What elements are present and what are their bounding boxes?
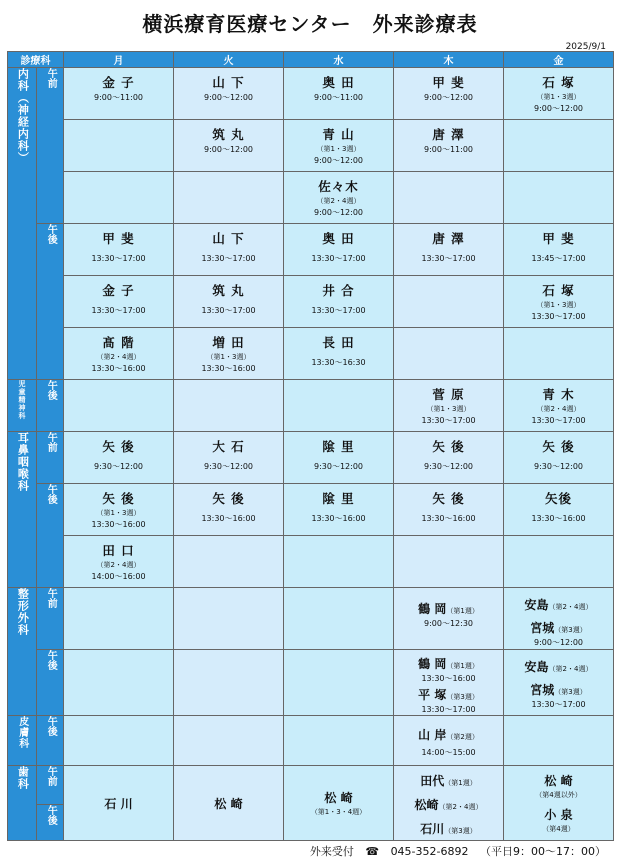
dept-seikei: 整形外科 (8, 588, 37, 716)
table-row (8, 68, 614, 120)
table-row (8, 224, 614, 276)
time-pm: 午後 (37, 805, 64, 841)
time-pm: 午後 (37, 716, 64, 766)
cell (64, 716, 174, 766)
cell: 隂 里 9:30～12:00 (284, 432, 394, 484)
footer-hours: （平日9：00～17：00） (480, 845, 606, 858)
time-am: 午前 (37, 68, 64, 224)
dept-hifu: 皮膚科 (8, 716, 37, 766)
cell: 長 田 13:30～16:30 (284, 328, 394, 380)
phone-icon: ☎ (365, 845, 380, 858)
time-pm: 午後 (37, 380, 64, 432)
header-thu: 木 (394, 52, 504, 68)
cell: 唐 澤 9:00～11:00 (394, 120, 504, 172)
cell (284, 536, 394, 588)
cell (504, 120, 614, 172)
cell: 甲 斐 13:30～17:00 (64, 224, 174, 276)
cell: 隂 里 13:30～16:00 (284, 484, 394, 536)
cell: 井 合 13:30～17:00 (284, 276, 394, 328)
cell (394, 276, 504, 328)
cell (64, 380, 174, 432)
cell: 矢後 13:30～16:00 (504, 484, 614, 536)
cell: 矢 後 （第1・3週） 13:30～16:00 (64, 484, 174, 536)
cell: 山 下 13:30～17:00 (174, 224, 284, 276)
header-wed: 水 (284, 52, 394, 68)
header-dept: 診療科 (8, 52, 64, 68)
cell: 髙 階 （第2・4週） 13:30～16:00 (64, 328, 174, 380)
cell: 大 石 9:30～12:00 (174, 432, 284, 484)
table-row (8, 120, 614, 172)
cell: 筑 丸 9:00～12:00 (174, 120, 284, 172)
cell: 山 岸（第2週） 14:00～15:00 (394, 716, 504, 766)
footer-label: 外来受付 (309, 845, 354, 858)
cell (284, 716, 394, 766)
header-tue: 火 (174, 52, 284, 68)
cell (394, 536, 504, 588)
header-mon: 月 (64, 52, 174, 68)
cell (174, 536, 284, 588)
time-am: 午前 (37, 432, 64, 484)
cell (64, 120, 174, 172)
cell (394, 172, 504, 224)
cell (64, 650, 174, 716)
cell: 金 子 9:00～11:00 (64, 68, 174, 120)
cell: 矢 後 9:30～12:00 (504, 432, 614, 484)
cell: 甲 斐 13:45～17:00 (504, 224, 614, 276)
cell: 安島（第2・4週） 宮城（第3週） 9:00～12:00 (504, 588, 614, 650)
cell (394, 328, 504, 380)
header-row (8, 52, 614, 68)
cell: 山 下 9:00～12:00 (174, 68, 284, 120)
table-row (8, 766, 614, 805)
cell: 青 木 （第2・4週） 13:30～17:00 (504, 380, 614, 432)
dept-jibi: 耳鼻咽喉科 (8, 432, 37, 588)
cell: 筑 丸 13:30～17:00 (174, 276, 284, 328)
table-row (8, 588, 614, 650)
cell (504, 536, 614, 588)
time-pm: 午後 (37, 484, 64, 588)
time-am: 午前 (37, 588, 64, 650)
footer-phone: 045-352-6892 (390, 845, 469, 858)
cell: 石 塚 （第1・3週） 9:00～12:00 (504, 68, 614, 120)
table-row (8, 716, 614, 766)
table-row (8, 484, 614, 536)
table-row (8, 536, 614, 588)
schedule-table (7, 51, 614, 841)
cell (284, 650, 394, 716)
cell: 増 田 （第1・3週） 13:30～16:00 (174, 328, 284, 380)
cell (174, 588, 284, 650)
cell: 松 崎 (174, 766, 284, 841)
cell: 石 川 (64, 766, 174, 841)
cell (504, 172, 614, 224)
cell: 矢 後 9:30～12:00 (394, 432, 504, 484)
cell: 奥 田 9:00～11:00 (284, 68, 394, 120)
dept-naika: 内科（神経内科） (8, 68, 37, 380)
cell (64, 172, 174, 224)
cell: 菅 原 （第1・3週） 13:30～17:00 (394, 380, 504, 432)
cell (174, 716, 284, 766)
cell: 唐 澤 13:30～17:00 (394, 224, 504, 276)
issue-date: 2025/9/1 (565, 42, 606, 52)
cell: 青 山 （第1・3週） 9:00～12:00 (284, 120, 394, 172)
table-row (8, 276, 614, 328)
cell: 佐々木 （第2・4週） 9:00～12:00 (284, 172, 394, 224)
cell (284, 380, 394, 432)
time-pm: 午後 (37, 224, 64, 380)
cell: 松 崎 （第4週以外） 小 泉 （第4週） (504, 766, 614, 841)
header-fri: 金 (504, 52, 614, 68)
time-am: 午前 (37, 766, 64, 805)
cell: 矢 後 13:30～16:00 (394, 484, 504, 536)
page-title: 横浜療育医療センター 外来診療表 (142, 12, 478, 36)
cell: 田 口 （第2・4週） 14:00～16:00 (64, 536, 174, 588)
cell (284, 588, 394, 650)
table-row (8, 328, 614, 380)
dept-shika: 歯科 (8, 766, 37, 841)
cell: 石 塚 （第1・3週） 13:30～17:00 (504, 276, 614, 328)
table-row (8, 380, 614, 432)
cell: 奥 田 13:30～17:00 (284, 224, 394, 276)
cell (504, 328, 614, 380)
cell (174, 172, 284, 224)
cell (504, 716, 614, 766)
footer (302, 843, 606, 859)
cell (174, 650, 284, 716)
cell: 矢 後 13:30～16:00 (174, 484, 284, 536)
cell (174, 380, 284, 432)
cell: 鶴 岡（第1週） 9:00～12:30 (394, 588, 504, 650)
cell: 松 崎 （第1・3・4週） (284, 766, 394, 841)
cell: 田代（第1週） 松崎（第2・4週） 石川（第3週） (394, 766, 504, 841)
cell: 鶴 岡（第1週） 13:30～16:00 平 塚（第3週） 13:30～17:00 (394, 650, 504, 716)
time-pm: 午後 (37, 650, 64, 716)
dept-jido: 児童精神科 (8, 380, 37, 432)
cell: 安島（第2・4週） 宮城（第3週） 13:30～17:00 (504, 650, 614, 716)
cell (64, 588, 174, 650)
table-row (8, 432, 614, 484)
table-row (8, 650, 614, 716)
cell: 甲 斐 9:00～12:00 (394, 68, 504, 120)
cell: 金 子 13:30～17:00 (64, 276, 174, 328)
table-row (8, 172, 614, 224)
cell: 矢 後 9:30～12:00 (64, 432, 174, 484)
